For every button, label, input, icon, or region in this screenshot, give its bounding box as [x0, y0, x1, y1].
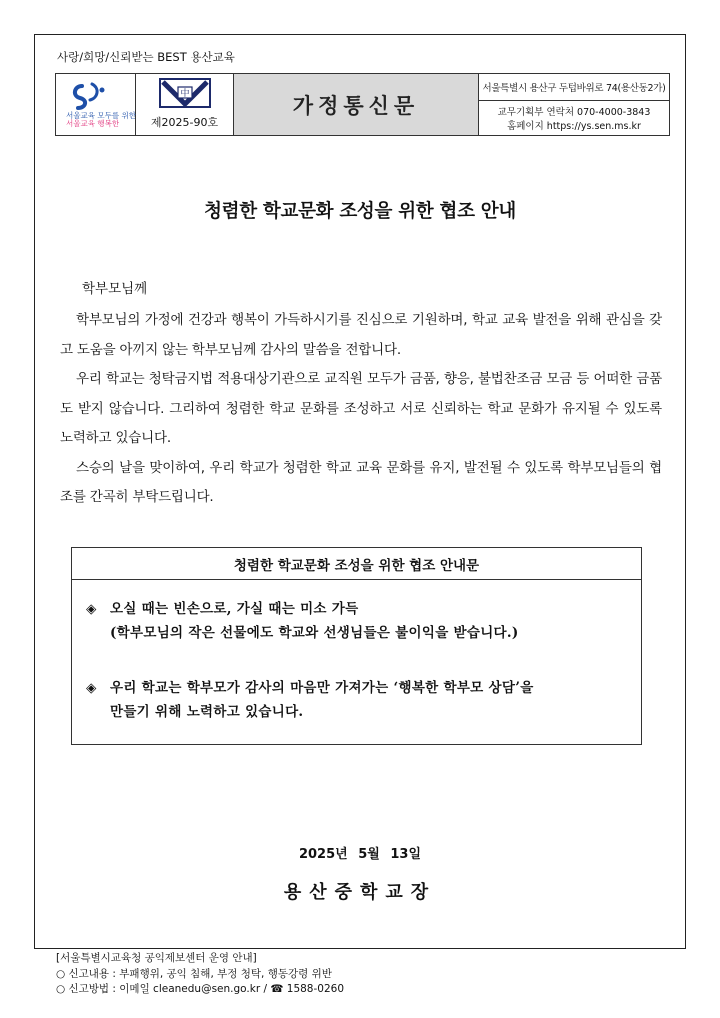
document-frame — [34, 34, 686, 949]
header-table — [55, 73, 670, 136]
diamond-bullet-icon: ◈ — [86, 601, 97, 617]
homepage-link[interactable]: 홈페이지 https://ys.sen.ms.kr — [507, 121, 641, 132]
seoul-edu-logo-icon — [62, 82, 136, 128]
footer-line: ○ 신고방법 : 이메일 cleanedu@sen.go.kr / ☎ 1588-0260 — [56, 983, 344, 995]
school-emblem-icon — [159, 78, 211, 108]
logo-cell — [56, 74, 136, 135]
body-paragraph: 학부모님의 가정에 건강과 행복이 가득하시기를 진심으로 기원하며, 학교 교육 발전을 위해 관심을 갖고 도움을 아끼지 않는 학부모님께 감사의 말씀을 전합니다. — [60, 312, 662, 358]
slogan: 사랑/희망/신뢰받는 BEST 용산교육 — [57, 50, 235, 64]
notice-item-line: 만들기 위해 노력하고 있습니다. — [110, 704, 304, 720]
logo-text-1: 서울교육 모두를 위한 — [66, 111, 136, 120]
notice-item-line: 우리 학교는 학부모가 감사의 마음만 가져가는 ‘행복한 학부모 상담’을 — [110, 680, 534, 696]
signer: 용산중학교장 — [283, 882, 437, 903]
notice-box — [71, 547, 642, 745]
document-title: 청렴한 학교문화 조성을 위한 협조 안내 — [204, 201, 516, 222]
emblem-cell — [136, 74, 234, 135]
school-info-cell — [479, 74, 669, 135]
body-paragraph: 우리 학교는 청탁금지법 적용대상기관으로 교직원 모두가 금품, 향응, 불법찬조금 모금 등 어떠한 금품도 받지 않습니다. 그리하여 청렴한 학교 문화를 조성하고 서로 신뢰하는 학교 문화가 유지될 수 있도록 노력하고 있습니다. — [60, 371, 662, 446]
body-paragraph: 스승의 날을 맞이하여, 우리 학교가 청렴한 학교 교육 문화를 유지, 발전될 수 있도록 학부모님들의 협조를 간곡히 부탁드립니다. — [60, 459, 662, 505]
footer-line: ○ 신고내용 : 부패행위, 공익 침해, 부정 청탁, 행동강령 위반 — [56, 967, 332, 980]
emblem-char: 中 — [180, 89, 190, 99]
notice-item-line: 오실 때는 빈손으로, 가실 때는 미소 가득 — [110, 601, 359, 617]
issue-date: 2025년 5월 13일 — [298, 847, 422, 862]
newsletter-title: 가정통신문 — [292, 93, 420, 118]
contact-phone: 교무기획부 연락처 070-4000-3843 — [497, 107, 651, 118]
issue-number: 제2025-90호 — [150, 116, 219, 129]
footer-notice — [56, 951, 344, 998]
school-address: 서울특별시 용산구 두텁바위로 74(용산동2가) — [479, 74, 669, 101]
notice-item — [86, 676, 631, 724]
school-contact-block — [479, 101, 669, 134]
footer-heading: [서울특별시교육청 공익제보센터 운영 안내] — [56, 952, 257, 964]
notice-item — [86, 597, 631, 645]
body-text — [60, 306, 662, 513]
notice-item-line: (학부모님의 작은 선물에도 학교와 선생님들은 불이익을 받습니다.) — [110, 625, 519, 641]
logo-text-2: 서울교육 행복한 — [66, 119, 120, 128]
greeting: 학부모님께 — [82, 281, 148, 297]
notice-heading: 청렴한 학교문화 조성을 위한 협조 안내문 — [72, 548, 641, 580]
newsletter-title-cell — [234, 74, 479, 135]
diamond-bullet-icon: ◈ — [86, 680, 97, 696]
